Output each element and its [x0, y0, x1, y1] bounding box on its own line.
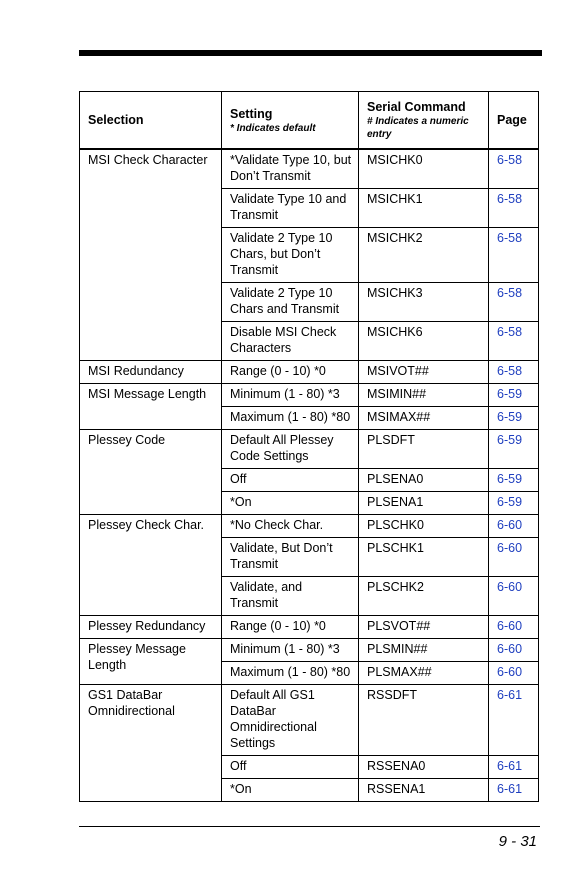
page-link[interactable]: 6-61 — [489, 756, 539, 779]
serial-command-cell: PLSENA0 — [359, 469, 489, 492]
setting-cell: Default All Plessey Code Settings — [222, 430, 359, 469]
setting-cell: Validate Type 10 and Transmit — [222, 189, 359, 228]
page-link[interactable]: 6-58 — [489, 283, 539, 322]
page-link[interactable]: 6-60 — [489, 538, 539, 577]
selection-cell: GS1 DataBar Omnidirectional — [80, 685, 222, 802]
setting-cell: Default All GS1 DataBar Omnidirectional Settings — [222, 685, 359, 756]
setting-cell: Maximum (1 - 80) *80 — [222, 407, 359, 430]
selection-cell: MSI Check Character — [80, 149, 222, 361]
serial-command-cell: MSICHK1 — [359, 189, 489, 228]
setting-cell: Validate, and Transmit — [222, 577, 359, 616]
serial-command-cell: PLSCHK2 — [359, 577, 489, 616]
top-rule — [79, 50, 542, 56]
table-row — [80, 430, 539, 469]
page-link[interactable]: 6-60 — [489, 616, 539, 639]
table-row — [80, 616, 539, 639]
page-link[interactable]: 6-60 — [489, 515, 539, 538]
header-setting-note: * Indicates default — [230, 122, 316, 134]
header-serial-command: Serial Command # Indicates a numeric entry — [359, 92, 489, 150]
setting-cell: Range (0 - 10) *0 — [222, 616, 359, 639]
setting-cell: Disable MSI Check Characters — [222, 322, 359, 361]
setting-cell: *On — [222, 779, 359, 802]
page-link[interactable]: 6-59 — [489, 407, 539, 430]
serial-command-cell: MSICHK2 — [359, 228, 489, 283]
serial-command-cell: MSICHK3 — [359, 283, 489, 322]
header-row — [80, 92, 539, 150]
serial-command-cell: PLSDFT — [359, 430, 489, 469]
selection-cell: Plessey Check Char. — [80, 515, 222, 616]
setting-cell: *Validate Type 10, but Don’t Transmit — [222, 149, 359, 189]
serial-command-cell: MSIMIN## — [359, 384, 489, 407]
selection-cell: MSI Redundancy — [80, 361, 222, 384]
page-link[interactable]: 6-58 — [489, 322, 539, 361]
setting-cell: Range (0 - 10) *0 — [222, 361, 359, 384]
serial-command-table — [79, 91, 539, 802]
page-link[interactable]: 6-58 — [489, 189, 539, 228]
serial-command-cell: RSSENA1 — [359, 779, 489, 802]
setting-cell: Minimum (1 - 80) *3 — [222, 384, 359, 407]
serial-command-cell: PLSMIN## — [359, 639, 489, 662]
setting-cell: Validate 2 Type 10 Chars and Transmit — [222, 283, 359, 322]
header-serial-note: # Indicates a numeric entry — [367, 116, 469, 140]
serial-command-cell: PLSCHK0 — [359, 515, 489, 538]
setting-cell: Off — [222, 756, 359, 779]
serial-command-cell: MSIVOT## — [359, 361, 489, 384]
selection-cell: Plessey Message Length — [80, 639, 222, 685]
setting-cell: Validate 2 Type 10 Chars, but Don’t Transmit — [222, 228, 359, 283]
page-link[interactable]: 6-59 — [489, 384, 539, 407]
page-link[interactable]: 6-61 — [489, 779, 539, 802]
serial-command-cell: PLSMAX## — [359, 662, 489, 685]
header-selection: Selection — [80, 92, 222, 150]
setting-cell: Minimum (1 - 80) *3 — [222, 639, 359, 662]
page-link[interactable]: 6-60 — [489, 577, 539, 616]
page-link[interactable]: 6-60 — [489, 639, 539, 662]
selection-cell: Plessey Code — [80, 430, 222, 515]
header-setting: Setting * Indicates default — [222, 92, 359, 150]
setting-cell: Off — [222, 469, 359, 492]
header-page: Page — [489, 92, 539, 150]
selection-cell: Plessey Redundancy — [80, 616, 222, 639]
serial-command-cell: MSIMAX## — [359, 407, 489, 430]
setting-cell: *On — [222, 492, 359, 515]
serial-command-cell: RSSENA0 — [359, 756, 489, 779]
page-link[interactable]: 6-59 — [489, 469, 539, 492]
setting-cell: Validate, But Don’t Transmit — [222, 538, 359, 577]
serial-command-cell: MSICHK0 — [359, 149, 489, 189]
serial-command-cell: PLSCHK1 — [359, 538, 489, 577]
footer-rule — [79, 826, 540, 827]
page-number: 9 - 31 — [498, 833, 537, 850]
table-row — [80, 384, 539, 407]
table-row — [80, 639, 539, 662]
serial-command-cell: RSSDFT — [359, 685, 489, 756]
table-row — [80, 149, 539, 189]
page-link[interactable]: 6-58 — [489, 361, 539, 384]
table-row — [80, 685, 539, 756]
selection-cell: MSI Message Length — [80, 384, 222, 430]
page-link[interactable]: 6-58 — [489, 228, 539, 283]
serial-command-cell: PLSVOT## — [359, 616, 489, 639]
page-link[interactable]: 6-60 — [489, 662, 539, 685]
table-row — [80, 515, 539, 538]
setting-cell: *No Check Char. — [222, 515, 359, 538]
page-link[interactable]: 6-61 — [489, 685, 539, 756]
table-row — [80, 361, 539, 384]
serial-command-cell: MSICHK6 — [359, 322, 489, 361]
page-link[interactable]: 6-59 — [489, 492, 539, 515]
setting-cell: Maximum (1 - 80) *80 — [222, 662, 359, 685]
serial-command-cell: PLSENA1 — [359, 492, 489, 515]
page-link[interactable]: 6-59 — [489, 430, 539, 469]
table-body — [80, 149, 539, 802]
page-link[interactable]: 6-58 — [489, 149, 539, 189]
